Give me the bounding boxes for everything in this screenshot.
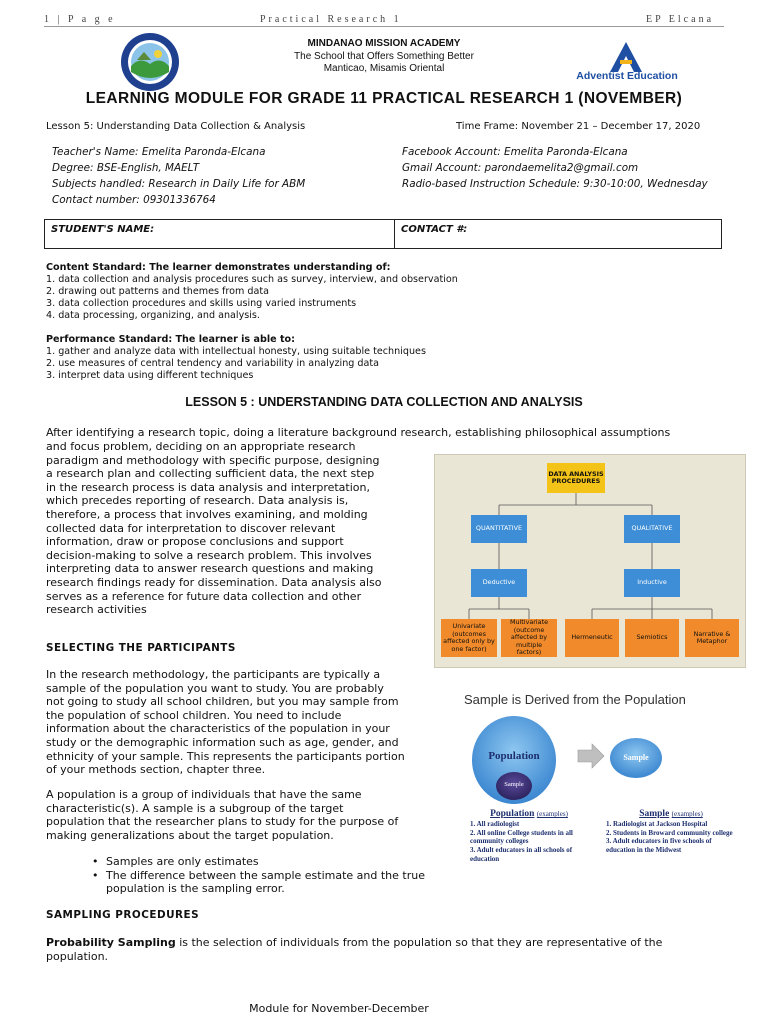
intro-line: in the research process is data analysis and interpretation, bbox=[46, 480, 370, 494]
sample-figure-title: Sample is Derived from the Population bbox=[464, 692, 686, 707]
probability-sampling-term: Probability Sampling bbox=[46, 936, 176, 949]
selecting-paragraph-1 bbox=[46, 668, 446, 777]
performance-standard bbox=[46, 334, 726, 382]
teacher-radio: Radio-based Instruction Schedule: 9:30-10:00, Wednesday bbox=[402, 178, 708, 190]
intro-line: which precedes reporting of research. Data analysis is, bbox=[46, 494, 349, 508]
sample-examples-suffix: (examples) bbox=[671, 810, 703, 818]
flowchart-multivariate: Multivariate (outcome affected by multiple factors) bbox=[501, 619, 557, 657]
header-course: Practical Research 1 bbox=[260, 14, 402, 25]
student-contact-field[interactable]: CONTACT #: bbox=[401, 224, 468, 235]
header-divider bbox=[44, 26, 724, 27]
flowchart-qualitative: QUALITATIVE bbox=[624, 515, 680, 543]
sampling-heading: SAMPLING PROCEDURES bbox=[46, 909, 200, 921]
selecting-heading: SELECTING THE PARTICIPANTS bbox=[46, 642, 236, 654]
content-standard-item: 4. data processing, organizing, and analysis. bbox=[46, 310, 260, 321]
intro-line: research findings ready for dissemination. Data analysis also bbox=[46, 575, 382, 589]
teacher-subjects: Subjects handled: Research in Daily Life for ABM bbox=[52, 178, 306, 190]
bullet-item: • The difference between the sample estimate and the true population is the sampling error. bbox=[92, 869, 432, 896]
module-title: LEARNING MODULE FOR GRADE 11 PRACTICAL RESEARCH 1 (NOVEMBER) bbox=[85, 90, 683, 107]
sample-inner-label: Sample bbox=[504, 781, 524, 788]
selecting-paragraph-2 bbox=[46, 788, 446, 842]
school-motto: The School that Offers Something Better bbox=[294, 51, 474, 62]
flowchart-deductive: Deductive bbox=[471, 569, 527, 597]
student-info-box bbox=[44, 219, 722, 249]
population-example-item: 2. All online College students in all community colleges bbox=[470, 828, 573, 846]
intro-line: decision-making to solve a research problem. This involves bbox=[46, 548, 372, 562]
paragraph-line: A population is a group of individuals that have the same bbox=[46, 788, 362, 801]
content-standard-item: 3. data collection procedures and skills using varied instruments bbox=[46, 298, 357, 309]
performance-standard-item: 1. gather and analyze data with intellectual honesty, using suitable techniques bbox=[46, 346, 426, 357]
adventist-logo-text: Adventist Education bbox=[576, 70, 678, 82]
student-name-field[interactable]: STUDENT'S NAME: bbox=[45, 220, 395, 248]
performance-standard-item: 3. interpret data using different techniques bbox=[46, 370, 254, 381]
page-footer: Module for November-December bbox=[249, 1002, 429, 1015]
paragraph-line: study or the demographic information such as age, gender, and bbox=[46, 735, 399, 749]
content-standard bbox=[46, 262, 726, 322]
paragraph-line: population that the researcher plans to study for the purpose of bbox=[46, 815, 399, 829]
paragraph-line: information about the characteristics of the population in your bbox=[46, 722, 390, 736]
lesson-line: Lesson 5: Understanding Data Collection & Analysis bbox=[46, 121, 306, 132]
bullet-item: • Samples are only estimates bbox=[92, 855, 432, 869]
sample-example-item: 3. Adult educators in five schools of education in the Midwest bbox=[606, 837, 712, 855]
lesson-title: LESSON 5 : UNDERSTANDING DATA COLLECTION AND ANALYSIS bbox=[185, 395, 583, 409]
intro-line: paradigm and methodology with specific purpose, designing bbox=[46, 453, 380, 467]
intro-first-line: After identifying a research topic, doing a literature background research, establishing philosophical assumptions bbox=[46, 426, 671, 439]
paragraph-line: ethnicity of your sample. This represents the participants portion bbox=[46, 749, 405, 763]
intro-line: interpreting data to answer research questions and making bbox=[46, 562, 374, 576]
teacher-facebook: Facebook Account: Emelita Paronda-Elcana bbox=[402, 146, 628, 158]
population-examples bbox=[460, 810, 598, 864]
sample-population-figure bbox=[460, 688, 740, 888]
intro-line: information, draw or propose conclusions and support bbox=[46, 535, 344, 549]
school-address: Manticao, Misamis Oriental bbox=[323, 63, 445, 74]
population-examples-heading: Population bbox=[490, 809, 535, 819]
flowchart-narrative: Narrative & Metaphor bbox=[685, 619, 739, 657]
paragraph-line: of your methods section, chapter three. bbox=[46, 763, 266, 777]
population-examples-suffix: (examples) bbox=[536, 810, 568, 818]
population-example-item: 1. All radiologist bbox=[470, 819, 520, 828]
intro-line: collected data for interpretation to discover relevant bbox=[46, 521, 336, 535]
paragraph-line: In the research methodology, the participants are typically a bbox=[46, 668, 381, 681]
intro-paragraph bbox=[46, 440, 436, 617]
flowchart-semiotics: Semiotics bbox=[625, 619, 679, 657]
intro-line: therefore, a process that involves examining, and molding bbox=[46, 507, 368, 521]
content-standard-heading: Content Standard: The learner demonstrates understanding of: bbox=[46, 262, 391, 273]
page-number: 1 | P a g e bbox=[44, 14, 116, 25]
sample-box-label: Sample bbox=[623, 753, 649, 762]
sampling-definition-line2: population. bbox=[46, 949, 109, 963]
data-analysis-flowchart bbox=[434, 454, 746, 668]
paragraph-line: not going to study all school children, but you may sample from bbox=[46, 695, 399, 709]
teacher-degree: Degree: BSE-English, MAELT bbox=[52, 162, 200, 174]
teacher-contact: Contact number: 09301336764 bbox=[52, 194, 216, 206]
population-example-item: 3. Adult educators in all schools of education bbox=[470, 846, 573, 863]
intro-line: research activities bbox=[46, 603, 147, 617]
header-author: EP Elcana bbox=[646, 14, 715, 25]
flowchart-inductive: Inductive bbox=[624, 569, 680, 597]
flowchart-hermeneutic: Hermeneutic bbox=[565, 619, 619, 657]
teacher-info-left bbox=[52, 144, 305, 208]
paragraph-line: making generalizations about the target population. bbox=[46, 828, 334, 842]
sample-examples bbox=[602, 810, 740, 855]
teacher-gmail: Gmail Account: parondaemelita2@gmail.com bbox=[402, 162, 639, 174]
sample-examples-heading: Sample bbox=[639, 809, 670, 819]
performance-standard-item: 2. use measures of central tendency and variability in analyzing data bbox=[46, 358, 380, 369]
paragraph-line: sample of the population you want to study. You are probably bbox=[46, 681, 384, 695]
sample-bullets bbox=[92, 855, 432, 896]
teacher-name: Teacher's Name: Emelita Paronda-Elcana bbox=[52, 146, 266, 158]
flowchart-univariate: Univariate (outcomes affected only by one factor) bbox=[441, 619, 497, 657]
time-frame: Time Frame: November 21 – December 17, 2020 bbox=[456, 121, 701, 132]
intro-line: serves as a reference for future data collection and other bbox=[46, 589, 362, 603]
sampling-definition: is the selection of individuals from the population so that they are representative of the bbox=[175, 936, 663, 949]
paragraph-line: the population of school children. You need to include bbox=[46, 708, 342, 722]
population-label: Population bbox=[488, 750, 540, 762]
paragraph-line: characteristic(s). A sample is a subgroup of the target bbox=[46, 801, 344, 815]
intro-line: a research plan and collecting sufficient data, the next step bbox=[46, 467, 375, 481]
content-standard-item: 2. drawing out patterns and themes from data bbox=[46, 286, 270, 297]
performance-standard-heading: Performance Standard: The learner is able to: bbox=[46, 334, 295, 345]
flowchart-root: DATA ANALYSIS PROCEDURES bbox=[547, 463, 605, 493]
sample-example-item: 1. Radiologist at Jackson Hospital bbox=[606, 819, 708, 828]
sampling-paragraph bbox=[46, 936, 736, 963]
flowchart-quantitative: QUANTITATIVE bbox=[471, 515, 527, 543]
sample-example-item: 2. Students in Broward community college bbox=[606, 828, 733, 837]
teacher-info-right bbox=[402, 144, 708, 192]
adventist-logo-icon bbox=[600, 40, 652, 74]
content-standard-item: 1. data collection and analysis procedures such as survey, interview, and observation bbox=[46, 274, 458, 285]
intro-line: and focus problem, deciding on an appropriate research bbox=[46, 440, 356, 453]
school-name: MINDANAO MISSION ACADEMY bbox=[307, 38, 461, 49]
